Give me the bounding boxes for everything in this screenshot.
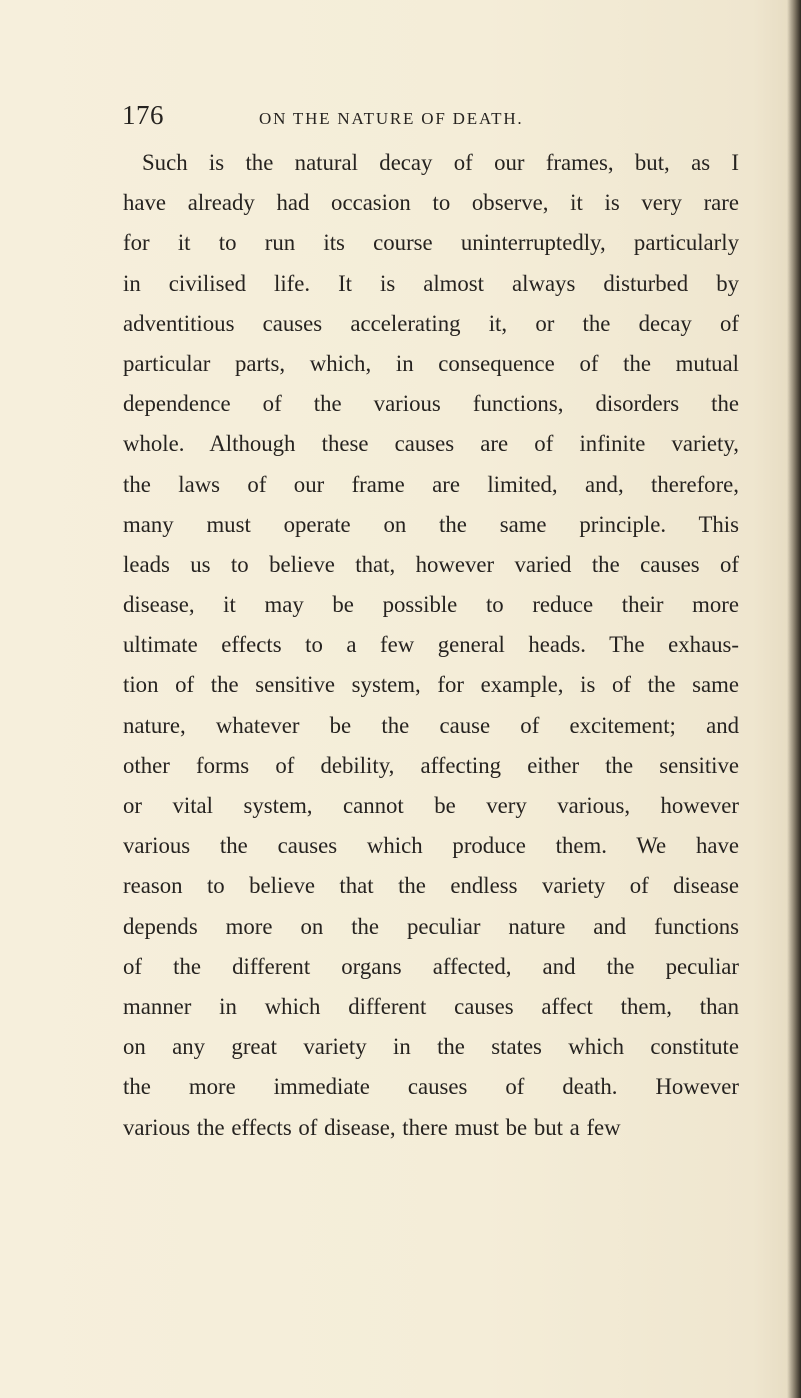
text-line: of the different organs affected, and the peculiar xyxy=(123,953,739,979)
text-line: Such is the natural decay of our frames, but, as I xyxy=(142,150,739,175)
text-line: other forms of debility, affecting either the sensitive xyxy=(123,752,739,778)
text-line: in civilised life. It is almost always disturbed by xyxy=(123,270,739,296)
text-line: leads us to believe that, however varied the causes of xyxy=(123,551,739,577)
text-line: manner in which different causes affect them, than xyxy=(123,993,739,1019)
text-line: on any great variety in the states which constitute xyxy=(123,1034,739,1060)
text-line: many must operate on the same principle. This xyxy=(123,511,739,537)
text-line: depends more on the peculiar nature and functions xyxy=(123,913,739,939)
text-line: ultimate effects to a few general heads. The exhaus- xyxy=(123,632,739,658)
text-line: whole. Although these causes are of infinite variety, xyxy=(123,431,739,457)
running-head-title: ON THE NATURE OF DEATH. xyxy=(259,109,524,128)
page-edge-shadow xyxy=(787,0,801,1398)
page-number: 176 xyxy=(122,100,164,130)
text-line: disease, it may be possible to reduce their more xyxy=(123,592,739,618)
text-line: various the causes which produce them. We have xyxy=(123,833,739,859)
text-line: the laws of our frame are limited, and, therefore, xyxy=(123,471,739,497)
text-line: nature, whatever be the cause of excitement; and xyxy=(123,712,739,738)
text-line: have already had occasion to observe, it is very rare xyxy=(123,190,739,216)
text-line: adventitious causes accelerating it, or the decay of xyxy=(123,310,739,336)
text-line: various the effects of disease, there must be but a few xyxy=(123,1114,621,1140)
body-paragraph xyxy=(123,143,739,1148)
text-line: the more immediate causes of death. However xyxy=(123,1074,739,1100)
text-line: for it to run its course uninterruptedly, particularly xyxy=(123,230,739,256)
text-line: dependence of the various functions, disorders the xyxy=(123,391,739,417)
text-line: particular parts, which, in consequence of the mutual xyxy=(123,350,739,376)
text-line: tion of the sensitive system, for example, is of the same xyxy=(123,672,739,698)
text-line: or vital system, cannot be very various, however xyxy=(123,793,739,818)
text-line: reason to believe that the endless variety of disease xyxy=(123,873,739,899)
running-head xyxy=(122,100,742,134)
